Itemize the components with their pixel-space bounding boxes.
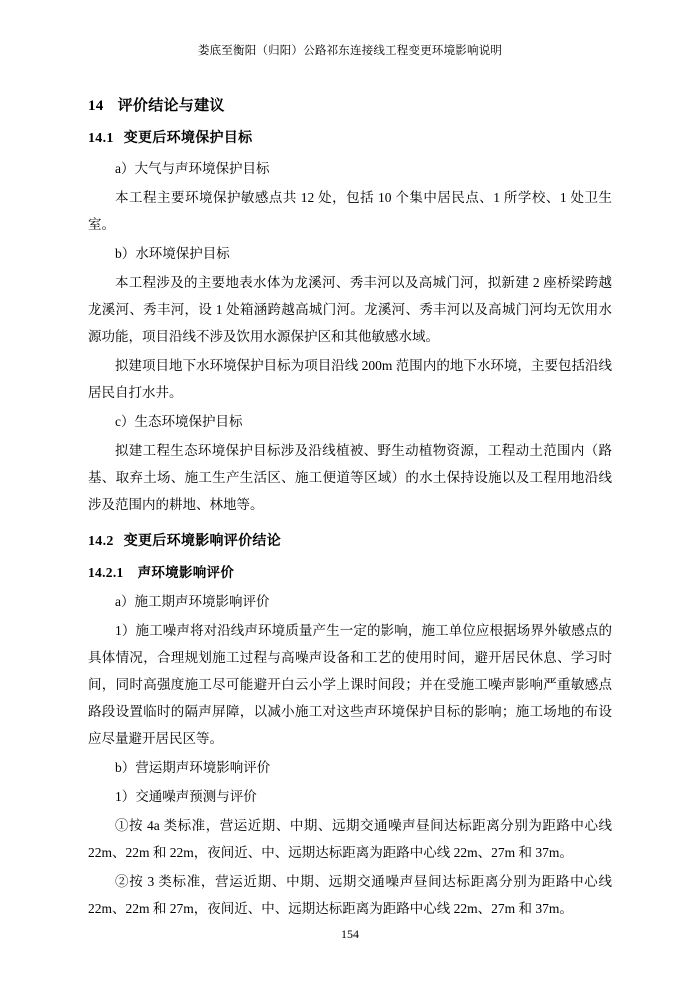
subheading-14-1-a: a）大气与声环境保护目标 [115, 161, 270, 176]
subheading-14-2-1-a: a）施工期声环境影响评价 [115, 594, 270, 609]
heading-14-2-1-title: 声环境影响评价 [137, 565, 235, 580]
heading-14-2-1 [88, 561, 612, 581]
heading-14-1-title: 变更后环境保护目标 [123, 131, 253, 146]
paragraph-14-2-1-b-1: 1）交通噪声预测与评价 [115, 789, 257, 804]
heading-14-1 [88, 127, 612, 147]
heading-14-2-title: 变更后环境影响评价结论 [123, 534, 282, 549]
heading-14-2-number: 14.2 [88, 534, 114, 549]
document-body [88, 82, 612, 924]
running-header: 娄底至衡阳（归阳）公路祁东连接线工程变更环境影响说明 [197, 45, 503, 57]
paragraph-14-1-b-1: 本工程涉及的主要地表水体为龙溪河、秀丰河以及高城门河，拟新建 2 座桥梁跨越龙溪河、秀丰河，设 1 处箱涵跨越高城门河。龙溪河、秀丰河以及高城门河均无饮用水源功能，项目沿线不涉及饮用水源保护区和其他敏感水域。 [88, 275, 612, 344]
page-number: 154 [341, 927, 359, 941]
heading-14-number: 14 [88, 98, 104, 114]
heading-14 [88, 94, 612, 115]
paragraph-14-2-1-a-1: 1）施工噪声将对沿线声环境质量产生一定的影响，施工单位应根据场界外敏感点的具体情况，合理规划施工过程与高噪声设备和工艺的使用时间，避开居民休息、学习时间，同时高强度施工尽可能避开白云小学上课时间段；并在受施工噪声影响严重敏感点路段设置临时的隔声屏障，以减小施工对这些声环境保护目标的影响；施工场地的布设应尽量避开居民区等。 [88, 623, 612, 746]
subheading-14-2-1-b: b）营运期声环境影响评价 [115, 760, 271, 775]
paragraph-14-1-a-1: 本工程主要环境保护敏感点共 12 处，包括 10 个集中居民点、1 所学校、1 处卫生室。 [88, 190, 612, 232]
paragraph-14-1-c-1: 拟建工程生态环境保护目标涉及沿线植被、野生动植物资源，工程动土范围内（路基、取弃土场、施工生产生活区、施工便道等区域）的水土保持设施以及工程用地沿线涉及范围内的耕地、林地等。 [88, 443, 612, 512]
paragraph-14-2-1-b-3: ②按 3 类标准，营运近期、中期、远期交通噪声昼间达标距离分别为距路中心线 22m、22m 和 27m，夜间近、中、远期达标距离为距路中心线 22m、27m 和 37m。 [88, 874, 612, 916]
paragraph-14-2-1-b-2: ①按 4a 类标准，营运近期、中期、远期交通噪声昼间达标距离分别为距路中心线 22m、22m 和 22m，夜间近、中、远期达标距离为距路中心线 22m、27m 和 37m。 [88, 818, 612, 860]
paragraph-14-1-b-2: 拟建项目地下水环境保护目标为项目沿线 200m 范围内的地下水环境，主要包括沿线居民自打水井。 [88, 358, 612, 400]
heading-14-2-1-number: 14.2.1 [88, 565, 124, 580]
heading-14-1-number: 14.1 [88, 131, 114, 146]
subheading-14-1-c: c）生态环境保护目标 [115, 414, 243, 429]
subheading-14-1-b: b）水环境保护目标 [115, 246, 230, 261]
heading-14-title: 评价结论与建议 [117, 98, 225, 114]
heading-14-2 [88, 530, 612, 550]
